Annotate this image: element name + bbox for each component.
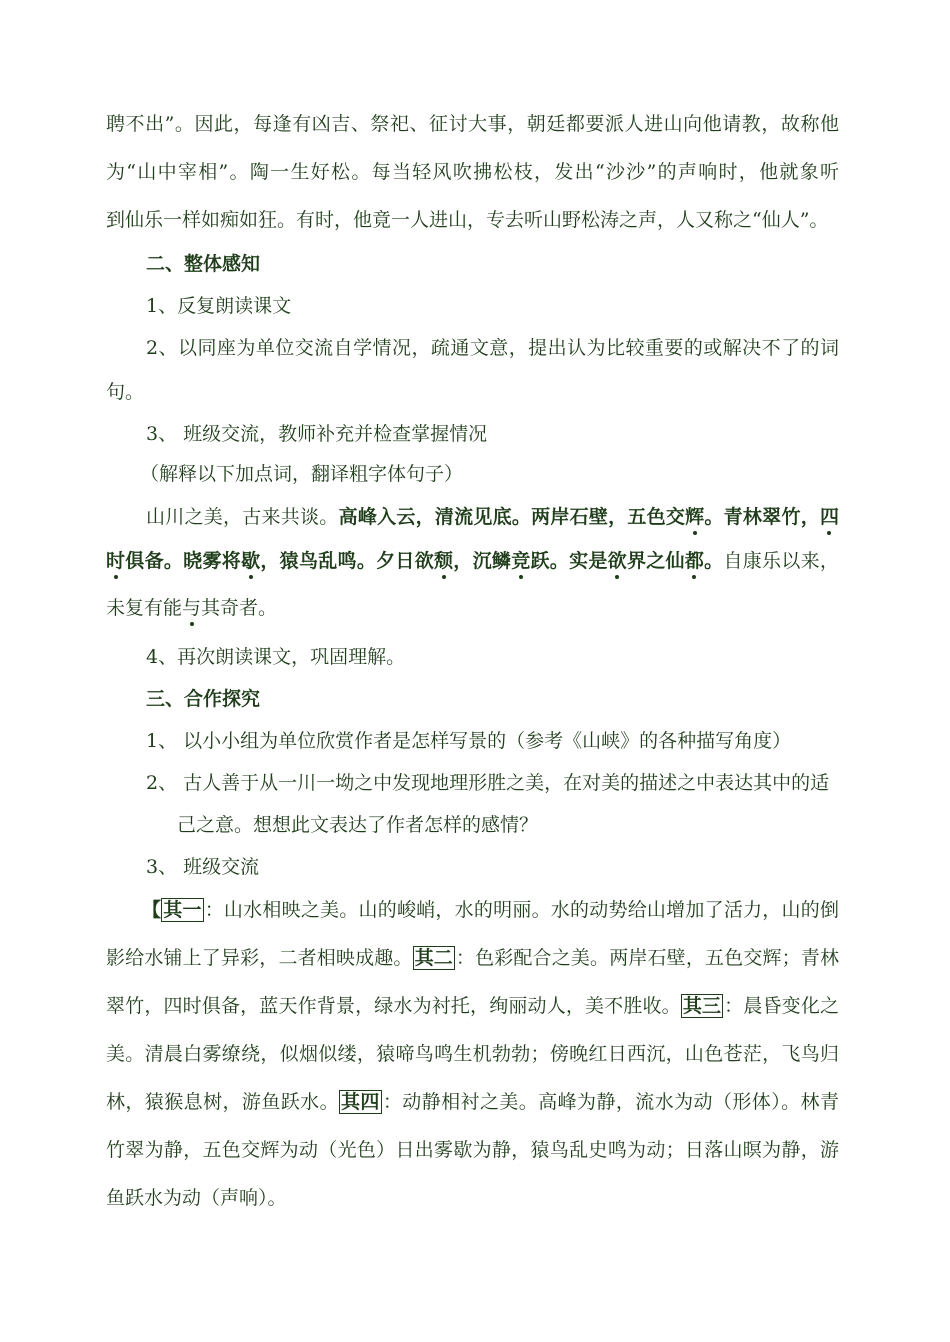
passage-text: 未复有能 <box>106 597 183 619</box>
passage-bold-text: 。 <box>704 550 724 572</box>
dotted-word: 辉 <box>685 506 705 528</box>
answer-line: 竹翠为静，五色交辉为动（光色）日出雾歇为静，猿鸟乱史鸣为动；日落山暝为静，游 <box>106 1139 839 1161</box>
dotted-word: 欲 <box>607 550 627 572</box>
passage-line <box>106 549 839 573</box>
annotation-note: （解释以下加点词，翻译粗字体句子） <box>140 463 464 485</box>
passage-text: 自康乐以来， <box>723 550 839 572</box>
dotted-word: 都 <box>684 550 705 572</box>
answer-text: ：色彩配合之美。两岸石壁，五色交辉；青林 <box>455 947 839 969</box>
dotted-word: 与 <box>182 597 202 619</box>
answer-text: ：动静相衬之美。高峰为静，流水为动（形体）。林青 <box>382 1091 839 1113</box>
dotted-word: 竞 <box>511 550 531 572</box>
list-item: 4、再次朗读课文，巩固理解。 <box>146 646 406 668</box>
dotted-word: 颓 <box>434 550 454 572</box>
list-item: 2、以同座为单位交流自学情况，疏通文意，提出认为比较重要的或解决不了的词 <box>146 337 839 359</box>
answer-line <box>106 1090 839 1114</box>
dotted-word: 歇 <box>241 550 261 572</box>
answer-tag: 其四 <box>341 1091 380 1113</box>
passage-bold-text: ，沉鳞 <box>453 550 512 572</box>
passage-bold-text: ，猿鸟乱鸣。夕日欲 <box>260 550 434 572</box>
intro-line: 到仙乐一样如痴如狂。有时，他竟一人进山，专去听山野松涛之声，人又称之“仙人”。 <box>106 209 829 231</box>
list-item: 1、反复朗读课文 <box>146 295 292 317</box>
dotted-word: 时 <box>106 550 126 572</box>
list-item-continuation: 句。 <box>106 381 145 403</box>
answer-tag: 其二 <box>414 947 453 969</box>
list-item: 3、 班级交流 <box>146 856 260 878</box>
list-item-continuation: 己之意。想想此文表达了作者怎样的感情？ <box>177 814 539 836</box>
intro-line: 聘不出”。因此，每逢有凶吉、祭祀、征讨大事，朝廷都要派人进山向他请教，故称他 <box>106 113 839 135</box>
intro-line: 为“山中宰相”。陶一生好松。每当轻风吹拂松枝，发出“沙沙”的声响时，他就象听 <box>106 161 839 183</box>
dotted-word: 四 <box>819 506 839 528</box>
section-heading: 二、整体感知 <box>146 253 261 275</box>
passage-line <box>146 505 839 529</box>
answer-bracket: 【 <box>142 899 162 921</box>
list-item: 3、 班级交流，教师补充并检查掌握情况 <box>146 423 488 445</box>
answer-text: ：晨昏变化之 <box>724 995 839 1017</box>
answer-line <box>106 994 839 1018</box>
answer-text: 翠竹，四时俱备，蓝天作背景，绿水为衬托，绚丽动人，美不胜收。 <box>106 995 681 1017</box>
answer-tag: 其三 <box>682 995 722 1017</box>
passage-text: 其奇者。 <box>201 597 278 619</box>
passage-bold-text: 俱备。晓雾将 <box>125 550 242 572</box>
answer-line <box>142 898 839 922</box>
passage-bold-text: 高峰入云，清流见底。两岸石壁，五色交 <box>338 506 686 528</box>
passage-bold-text: 跃。实是 <box>530 550 608 572</box>
list-item: 2、 古人善于从一川一坳之中发现地理形胜之美，在对美的描述之中表达其中的适 <box>146 772 830 794</box>
answer-text: ：山水相映之美。山的峻峭，水的明丽。水的动势给山增加了活力，山的倒 <box>204 899 839 921</box>
answer-tag: 其一 <box>163 899 202 921</box>
answer-line <box>106 946 839 970</box>
answer-text: 影给水铺上了异彩，二者相映成趣。 <box>106 947 413 969</box>
answer-text: 林，猿猴息树，游鱼跃水。 <box>106 1091 340 1113</box>
answer-line: 鱼跃水为动（声响）。 <box>106 1187 287 1209</box>
answer-line: 美。清晨白雾缭绕，似烟似缕，猿啼鸟鸣生机勃勃；傍晚红日西沉，山色苍茫，飞鸟归 <box>106 1043 839 1065</box>
passage-bold-text: 。青林翠竹， <box>704 506 820 528</box>
passage-text: 山川之美，古来共谈。 <box>146 506 339 528</box>
passage-line <box>106 596 277 620</box>
passage-bold-text: 界之仙 <box>626 550 685 572</box>
section-heading: 三、合作探究 <box>146 688 261 710</box>
list-item: 1、 以小小组为单位欣赏作者是怎样写景的（参考《山峡》的各种描写角度） <box>146 730 792 752</box>
